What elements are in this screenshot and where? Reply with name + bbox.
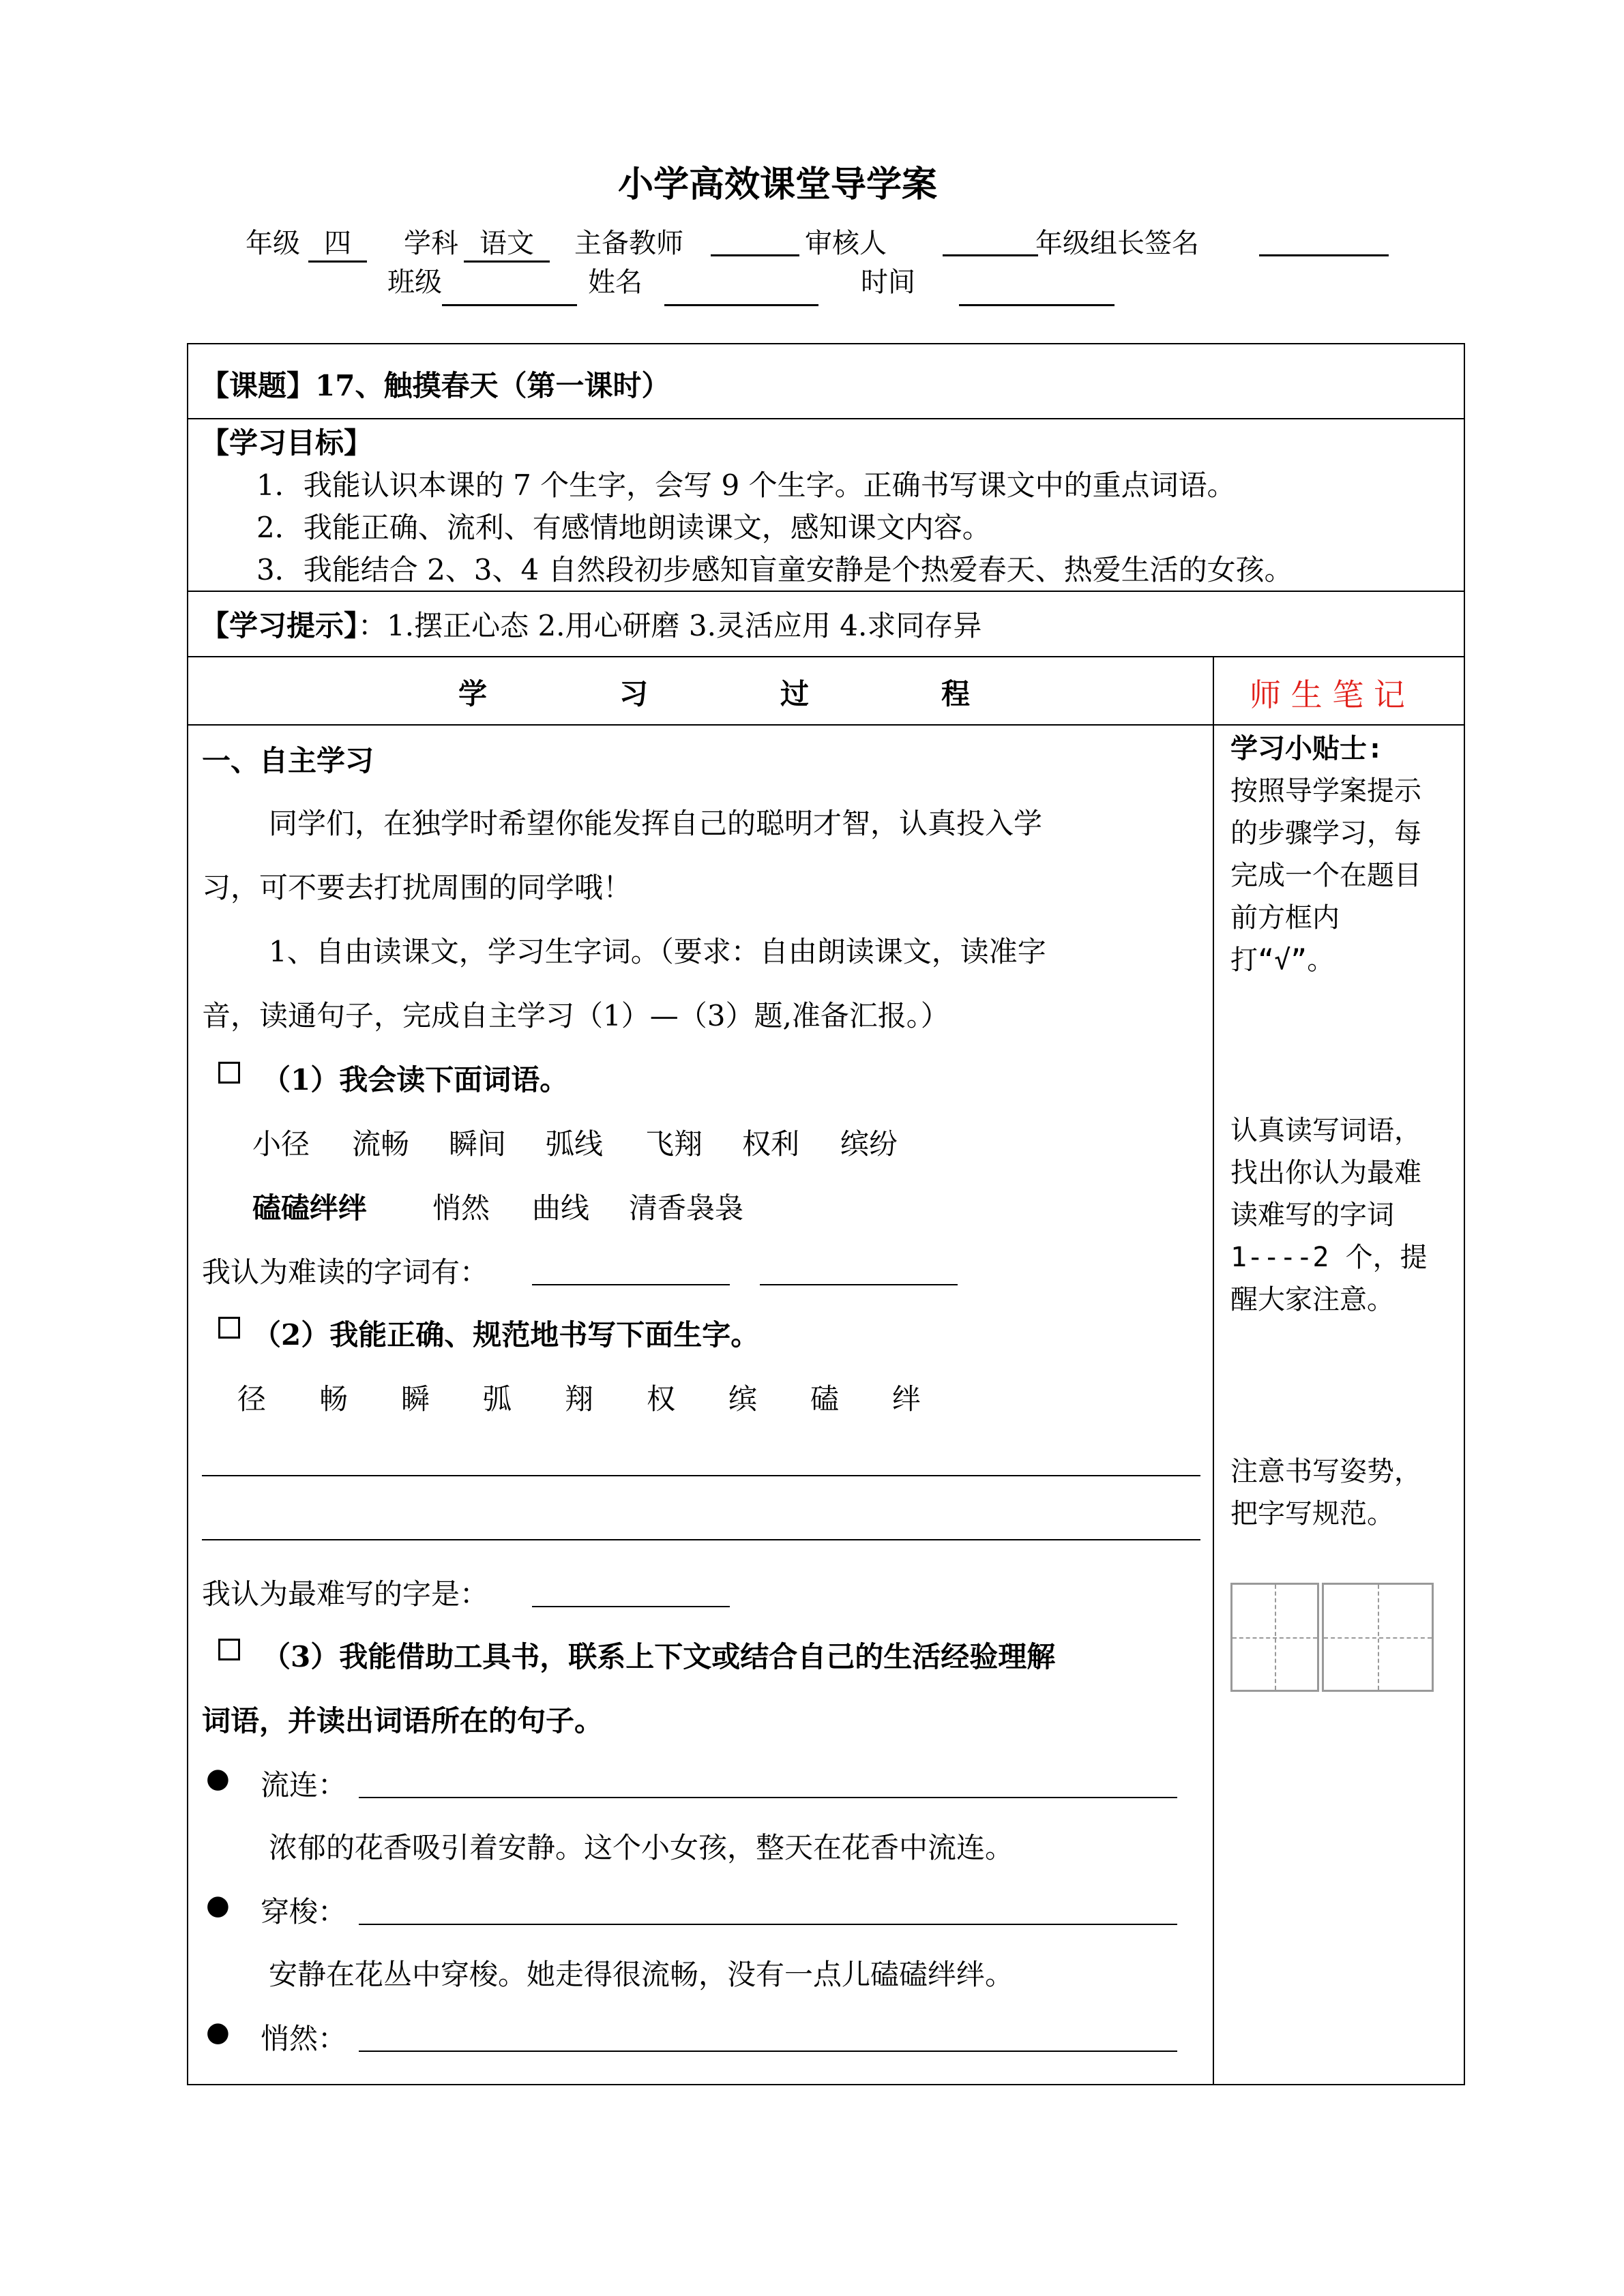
- vocab-word: 悄然：: [261, 2022, 347, 2055]
- notes-column: [1230, 728, 1435, 981]
- hard-read-blank-2[interactable]: [760, 1284, 958, 1285]
- intro-text: 习，可不要去打扰周围的同学哦！: [202, 871, 632, 904]
- grade-label: 年级: [246, 228, 300, 259]
- objective-item: 3．我能结合 2、3、4 自然段初步感知盲童安静是个热爱春天、热爱生活的女孩。: [256, 553, 1293, 586]
- page-title: 小学高效课堂导学案: [617, 164, 937, 205]
- teacher-blank[interactable]: [711, 254, 799, 256]
- subject-value: 语文: [464, 222, 550, 263]
- word-item: 磕磕绊绊: [252, 1191, 368, 1225]
- word-item: 缤纷: [840, 1127, 898, 1161]
- process-header-char: 程: [941, 677, 971, 711]
- tip-body: 按照导学案提示的步骤学习，每完成一个在题目前方框内打“√”。: [1230, 775, 1421, 976]
- bullet-icon: ●: [206, 1763, 230, 1794]
- word-item: 瞬间: [449, 1127, 507, 1161]
- note-writing-posture: 注意书写姿势，把字写规范。: [1230, 1456, 1421, 1530]
- tip-title: 学习小贴士:: [1230, 733, 1384, 764]
- topic: 【课题】17、触摸春天（第一课时）: [201, 369, 670, 402]
- vocab-sentence: 浓郁的花香吸引着安静。这个小女孩，整天在花香中流连。: [269, 1831, 1014, 1864]
- writing-line-2[interactable]: [202, 1539, 1200, 1540]
- char-item: 瞬: [401, 1382, 430, 1416]
- word-item: 飞翔: [645, 1127, 703, 1161]
- word-item: 流畅: [352, 1127, 410, 1161]
- reviewer-label: 审核人: [805, 228, 887, 259]
- word-item: 悄然: [432, 1191, 490, 1225]
- hints-heading: 【学习提示】: [201, 609, 359, 642]
- word-item: 小径: [252, 1127, 310, 1161]
- section-heading: 一、自主学习: [202, 744, 374, 777]
- vocab-answer-line[interactable]: [359, 2051, 1177, 2052]
- hard-write-label: 我认为最难写的字是：: [202, 1577, 489, 1611]
- writing-grid-box[interactable]: [1230, 1583, 1319, 1692]
- process-header-char: 学: [458, 677, 488, 711]
- reviewer-blank[interactable]: [943, 254, 1038, 256]
- class-blank[interactable]: [442, 304, 577, 306]
- vocab-answer-line[interactable]: [359, 1924, 1177, 1925]
- q2-title: （2）我能正确、规范地书写下面生字。: [252, 1318, 760, 1352]
- name-blank[interactable]: [664, 304, 818, 306]
- objectives-heading: 【学习目标】: [201, 426, 373, 460]
- vocab-answer-line[interactable]: [359, 1797, 1177, 1798]
- q1-title: （1）我会读下面词语。: [262, 1063, 569, 1097]
- leader-label: 年级组长签名: [1035, 228, 1199, 259]
- bullet-icon: ●: [206, 2016, 230, 2048]
- q3-checkbox[interactable]: [218, 1639, 240, 1660]
- process-header-char: 过: [780, 677, 810, 711]
- char-item: 弧: [483, 1382, 512, 1416]
- grade-value: 四: [308, 222, 367, 263]
- lesson-table: [187, 343, 1465, 2085]
- writing-line-1[interactable]: [202, 1475, 1200, 1476]
- hard-read-label: 我认为难读的字词有：: [202, 1255, 489, 1289]
- char-item: 翔: [565, 1382, 594, 1416]
- hard-read-blank-1[interactable]: [532, 1284, 730, 1285]
- q3-title: 词语，并读出词语所在的句子。: [202, 1704, 604, 1738]
- char-item: 绊: [892, 1382, 921, 1416]
- writing-grid-box[interactable]: [1322, 1583, 1434, 1692]
- subject-label: 学科: [404, 228, 458, 259]
- time-blank[interactable]: [959, 304, 1114, 306]
- time-label: 时间: [861, 267, 915, 298]
- process-header-char: 习: [619, 677, 649, 711]
- vocab-word: 穿梭：: [261, 1895, 347, 1928]
- bullet-icon: ●: [206, 1890, 230, 1921]
- word-item: 曲线: [532, 1191, 590, 1225]
- vocab-sentence: 安静在花丛中穿梭。她走得很流畅，没有一点儿磕磕绊绊。: [269, 1958, 1014, 1991]
- q2-checkbox[interactable]: [218, 1317, 240, 1339]
- teacher-label: 主备教师: [574, 228, 683, 259]
- class-label: 班级: [387, 267, 442, 298]
- hints: [201, 603, 981, 644]
- hard-write-blank[interactable]: [532, 1606, 730, 1607]
- hints-text: ：1.摆正心态 2.用心研磨 3.灵活应用 4.求同存异: [358, 609, 982, 642]
- char-item: 径: [237, 1382, 267, 1416]
- word-item: 弧线: [546, 1127, 604, 1161]
- objective-item: 1．我能认识本课的 7 个生字，会写 9 个生字。正确书写课文中的重点词语。: [256, 468, 1236, 502]
- leader-signature-blank[interactable]: [1259, 254, 1389, 256]
- char-item: 磕: [810, 1382, 840, 1416]
- task1-text: 1、自由读课文，学习生字词。（要求：自由朗读课文，读准字: [269, 935, 1046, 968]
- intro-text: 同学们，在独学时希望你能发挥自己的聪明才智，认真投入学: [269, 807, 1043, 840]
- word-item: 权利: [742, 1127, 800, 1161]
- char-item: 畅: [319, 1382, 349, 1416]
- vocab-word: 流连：: [261, 1768, 347, 1802]
- q1-checkbox[interactable]: [218, 1062, 240, 1084]
- char-item: 缤: [728, 1382, 758, 1416]
- task1-text: 音，读通句子，完成自主学习（1）—（3）题,准备汇报。）: [202, 999, 949, 1032]
- char-item: 权: [647, 1382, 676, 1416]
- note-hard-words: 认真读写词语，找出你认为最难读难写的字词 1----2 个，提醒大家注意。: [1230, 1115, 1428, 1315]
- name-label: 姓名: [588, 267, 643, 298]
- notes-header: 师 生 笔 记: [1250, 676, 1405, 713]
- objective-item: 2．我能正确、流利、有感情地朗读课文，感知课文内容。: [256, 511, 991, 544]
- word-item: 清香袅袅: [629, 1191, 744, 1225]
- q3-title: （3）我能借助工具书，联系上下文或结合自己的生活经验理解: [262, 1640, 1056, 1673]
